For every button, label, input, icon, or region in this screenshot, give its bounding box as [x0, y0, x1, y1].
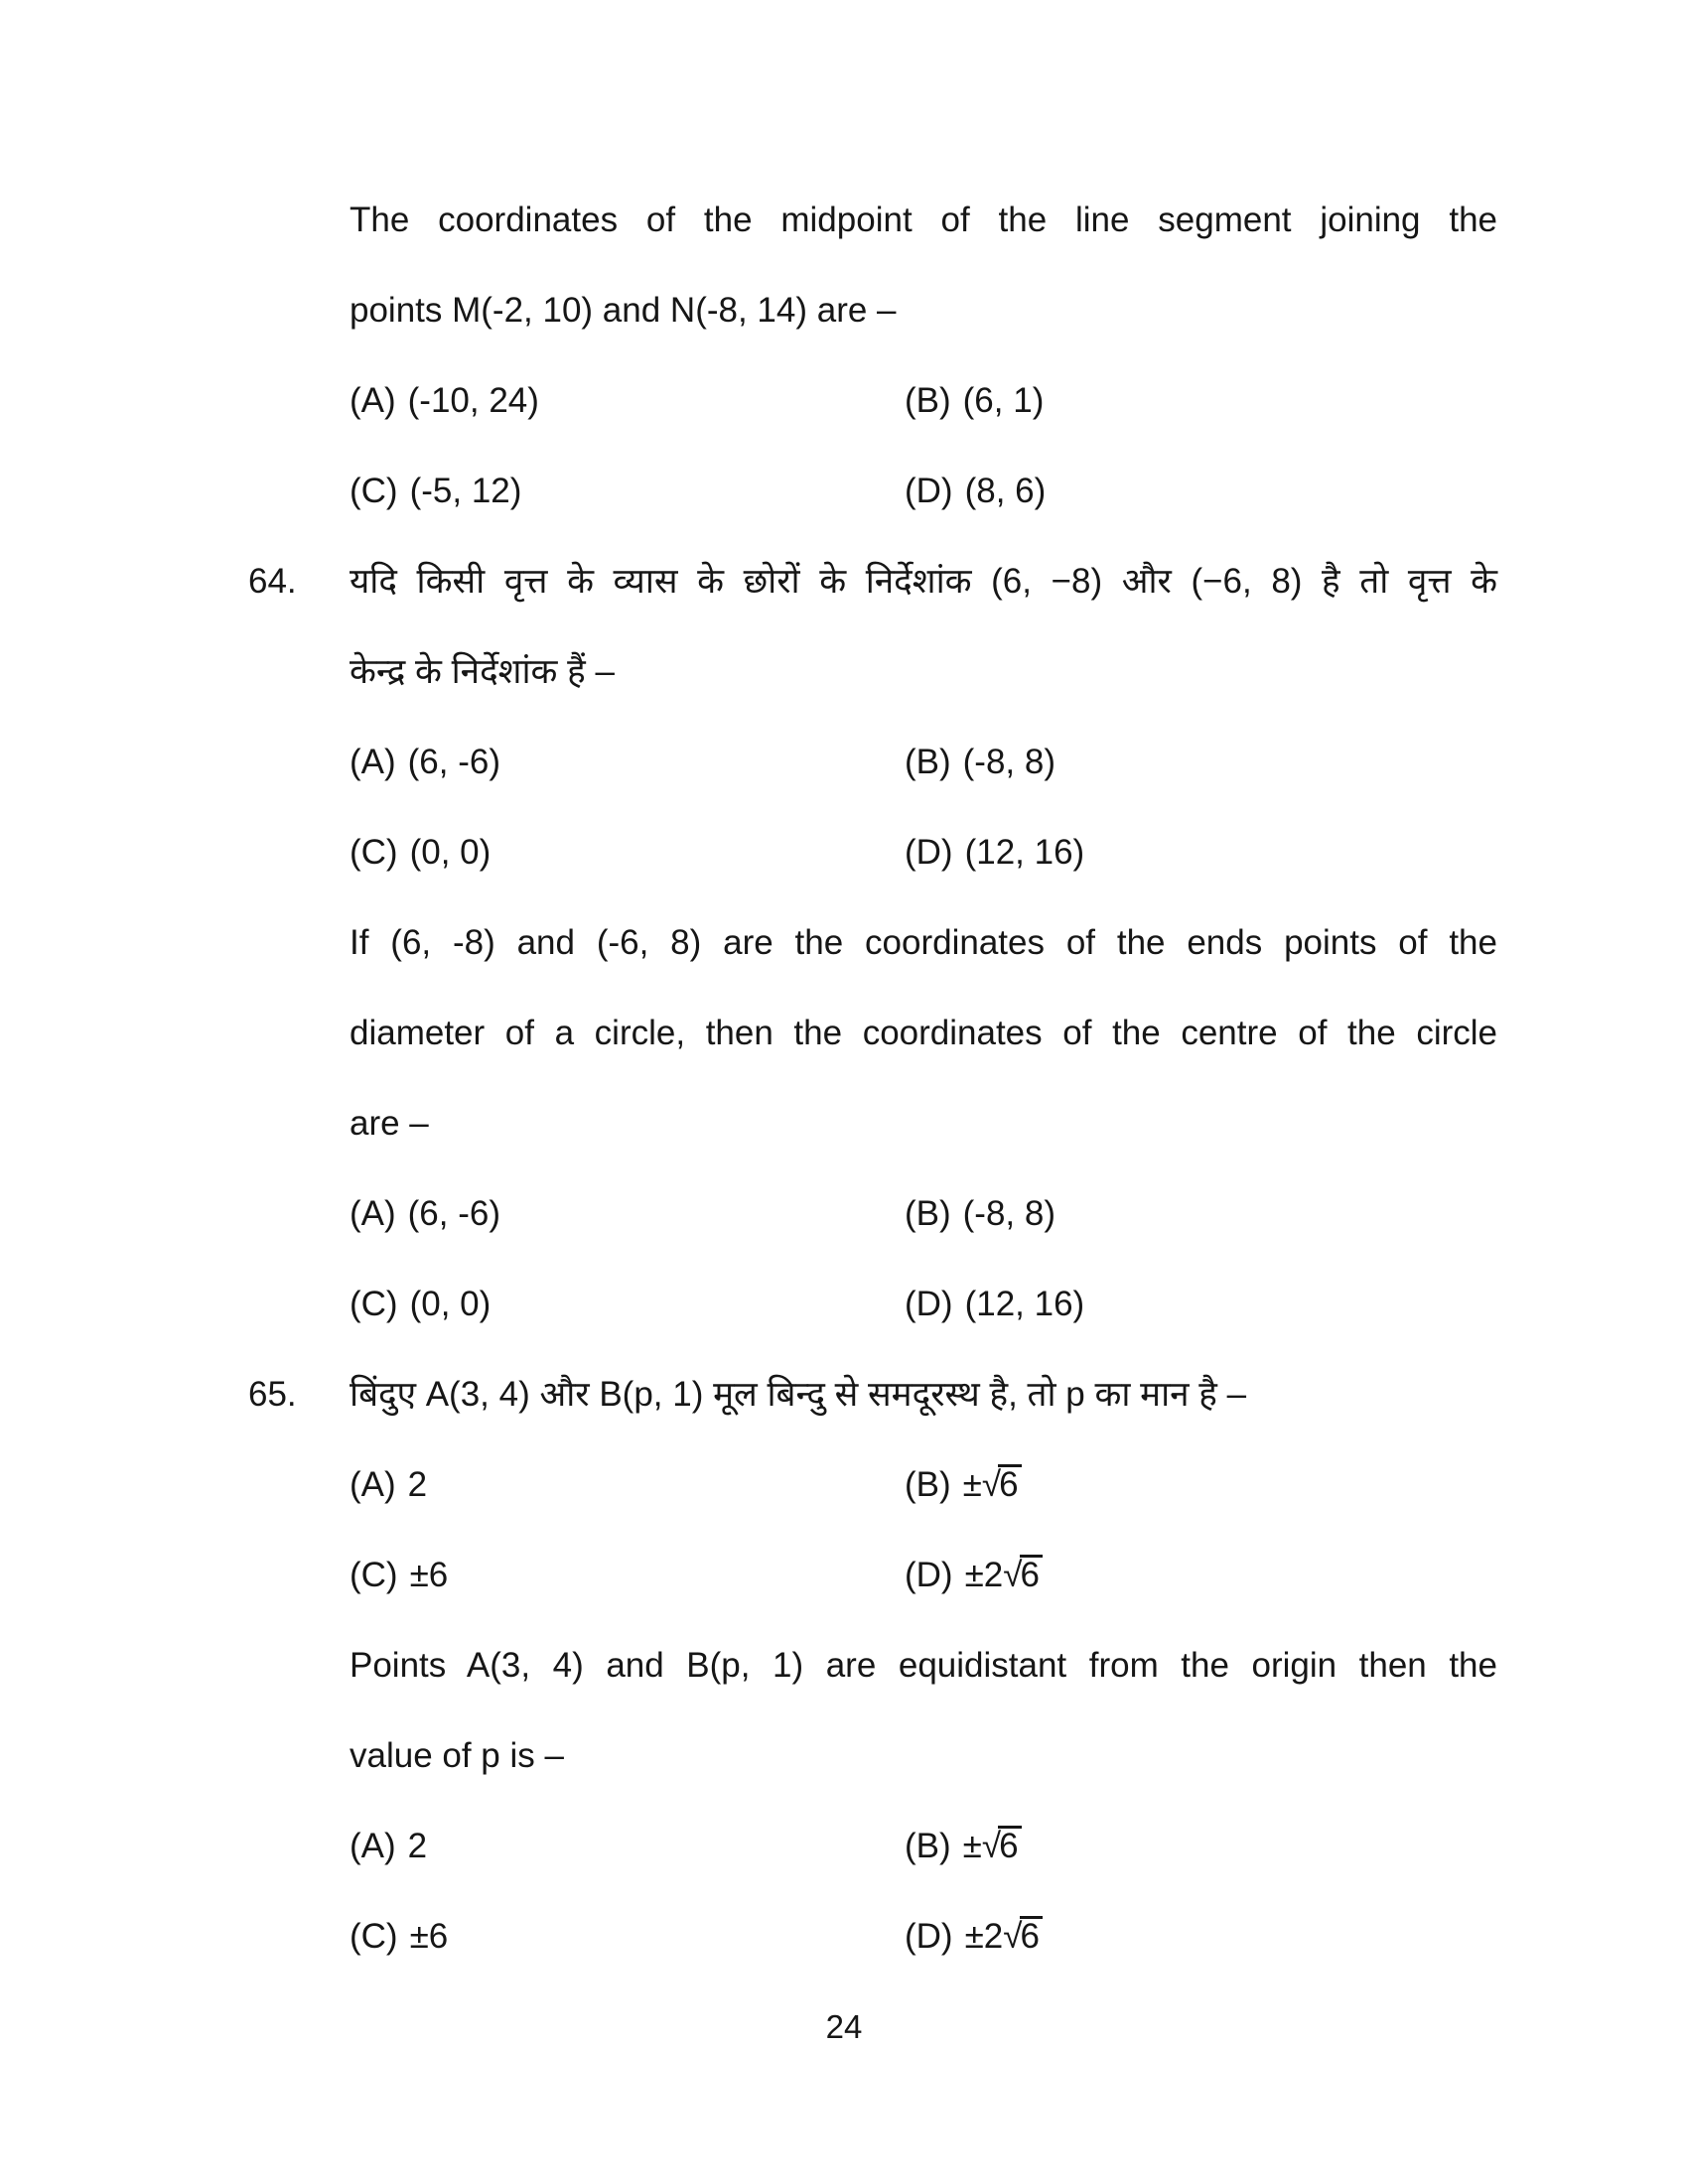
q64-option-d: [905, 807, 1084, 897]
q64-question-number: 64.: [248, 562, 297, 601]
radical-sign: √: [981, 1465, 1000, 1504]
q64-hindi-line-1: [0, 536, 1688, 626]
plus-minus-prefix: ±2: [964, 1917, 1004, 1956]
page-number-row: [0, 1981, 1688, 2072]
plus-minus-prefix: ±: [962, 1465, 982, 1504]
radicand: 6: [998, 1464, 1021, 1504]
q65-en-option-b: [905, 1801, 1022, 1891]
q64-en-option-a: [350, 1168, 500, 1259]
q64-en-option-d: [905, 1259, 1084, 1349]
plus-minus-prefix: ±2: [964, 1556, 1004, 1594]
option-value: (6, -6): [407, 743, 501, 781]
q64-hindi-options-row-2: [0, 807, 1688, 897]
q65-option-a: [350, 1439, 427, 1530]
q65-option-c: [350, 1530, 448, 1620]
q64-english-line-1: If (6, -8) and (-6, 8) are the coordinates of the ends points of the: [350, 923, 1497, 962]
q65-english-line-1: Points A(3, 4) and B(p, 1) are equidistant from the origin then the: [350, 1646, 1497, 1685]
option-value: (-8, 8): [962, 1194, 1056, 1233]
option-label: (B): [905, 743, 951, 781]
q65-en-option-c: [350, 1891, 448, 1981]
option-value: (-10, 24): [407, 381, 539, 420]
option-value: (0, 0): [409, 1285, 492, 1323]
page-number: 24: [825, 2008, 863, 2045]
option-label: (B): [905, 1465, 951, 1504]
q64-english-options-row-1: [0, 1168, 1688, 1259]
q65-en-option-d: [905, 1891, 1043, 1981]
q63-option-d: [905, 446, 1046, 536]
option-label: (C): [350, 472, 398, 510]
option-value: (0, 0): [409, 833, 492, 872]
option-value: (-8, 8): [962, 743, 1056, 781]
q65-english-line-2: value of p is –: [350, 1736, 564, 1775]
radicand: 6: [998, 1826, 1021, 1865]
q63-english-line-2: points M(-2, 10) and N(-8, 14) are –: [350, 291, 897, 330]
q64-english-line-2: diameter of a circle, then the coordinates of the centre of the circle: [350, 1014, 1497, 1052]
radicand: 6: [1020, 1555, 1043, 1594]
option-label: (B): [905, 1194, 951, 1233]
q65-english-options-row-1: [0, 1801, 1688, 1891]
q64-hindi-text: यदि किसी वृत्त के व्यास के छोरों के निर्देशांक (6, −8) और (−6, 8) है तो वृत्त के: [350, 562, 1497, 601]
option-value: (8, 6): [964, 472, 1047, 510]
option-label: (B): [905, 1827, 951, 1865]
q64-option-a: [350, 717, 500, 807]
q64-option-c: [350, 807, 491, 897]
option-value: [963, 1801, 1022, 1891]
q65-option-d: [905, 1530, 1043, 1620]
option-value: ±6: [409, 1556, 449, 1594]
option-value: [965, 1891, 1043, 1981]
q64-hindi-line-2: केन्द्र के निर्देशांक हैं –: [350, 652, 615, 691]
q65-hindi-line: [0, 1349, 1688, 1439]
option-value: (6, 1): [962, 381, 1045, 420]
option-label: (A): [350, 1465, 396, 1504]
option-label: (D): [905, 472, 953, 510]
q63-option-c: [350, 446, 521, 536]
option-label: (D): [905, 1917, 953, 1956]
option-value: [963, 1439, 1022, 1530]
option-value: ±6: [409, 1917, 449, 1956]
q65-hindi-options-row-1: [0, 1439, 1688, 1530]
q65-hindi-text: बिंदुए A(3, 4) और B(p, 1) मूल बिन्दु से समदूरस्थ है, तो p का मान है –: [350, 1375, 1247, 1414]
option-label: (D): [905, 833, 953, 872]
option-label: (A): [350, 1827, 396, 1865]
q63-english-line-1: The coordinates of the midpoint of the line segment joining the: [350, 201, 1497, 239]
q65-question-number: 65.: [248, 1375, 297, 1414]
option-value: [965, 1530, 1043, 1620]
q64-english-line-3: are –: [350, 1104, 429, 1143]
option-label: (A): [350, 381, 396, 420]
radicand: 6: [1020, 1916, 1043, 1956]
q63-options-row-2: [0, 446, 1688, 536]
option-value: (12, 16): [964, 1285, 1085, 1323]
q64-en-option-c: [350, 1259, 491, 1349]
radical-sign: √: [1003, 1556, 1021, 1594]
q65-hindi-options-row-2: [0, 1530, 1688, 1620]
q64-hindi-options-row-1: [0, 717, 1688, 807]
option-label: (A): [350, 743, 396, 781]
q64-en-option-b: [905, 1168, 1055, 1259]
option-value: 2: [407, 1465, 428, 1504]
q65-en-option-a: [350, 1801, 427, 1891]
option-value: (6, -6): [407, 1194, 501, 1233]
option-label: (B): [905, 381, 951, 420]
plus-minus-prefix: ±: [962, 1827, 982, 1865]
option-value: 2: [407, 1827, 428, 1865]
option-label: (D): [905, 1285, 953, 1323]
option-label: (C): [350, 1917, 398, 1956]
option-value: (-5, 12): [409, 472, 522, 510]
q64-english-options-row-2: [0, 1259, 1688, 1349]
q64-option-b: [905, 717, 1055, 807]
option-label: (A): [350, 1194, 396, 1233]
q63-options-row-1: [0, 355, 1688, 446]
option-label: (C): [350, 1556, 398, 1594]
option-label: (C): [350, 833, 398, 872]
q63-option-b: [905, 355, 1044, 446]
radical-sign: √: [981, 1827, 1000, 1865]
option-label: (D): [905, 1556, 953, 1594]
q65-option-b: [905, 1439, 1022, 1530]
q65-english-options-row-2: [0, 1891, 1688, 1981]
q63-option-a: [350, 355, 539, 446]
radical-sign: √: [1003, 1917, 1021, 1956]
option-value: (12, 16): [964, 833, 1085, 872]
option-label: (C): [350, 1285, 398, 1323]
